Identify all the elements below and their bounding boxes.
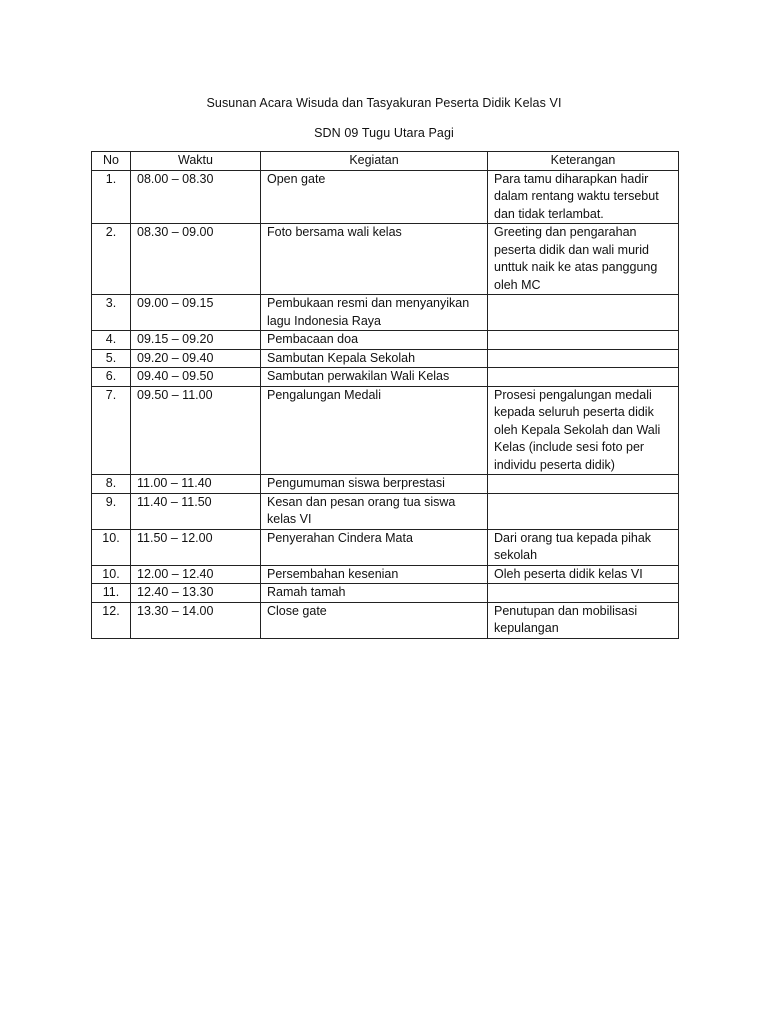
row-no: 12. xyxy=(92,602,131,638)
row-waktu: 08.00 – 08.30 xyxy=(131,170,261,224)
row-keterangan xyxy=(488,493,679,529)
table-row xyxy=(92,295,679,331)
table-row xyxy=(92,565,679,584)
row-waktu: 12.40 – 13.30 xyxy=(131,584,261,603)
row-waktu: 09.00 – 09.15 xyxy=(131,295,261,331)
table-row xyxy=(92,224,679,295)
row-keterangan: Prosesi pengalungan medali kepada seluruh peserta didik oleh Kepala Sekolah dan Wali Kelas (include sesi foto per individu peserta didik) xyxy=(488,386,679,475)
row-kegiatan: Kesan dan pesan orang tua siswa kelas VI xyxy=(261,493,488,529)
row-no: 11. xyxy=(92,584,131,603)
row-kegiatan: Penyerahan Cindera Mata xyxy=(261,529,488,565)
header-waktu: Waktu xyxy=(131,152,261,171)
row-keterangan: Penutupan dan mobilisasi kepulangan xyxy=(488,602,679,638)
row-keterangan xyxy=(488,295,679,331)
row-waktu: 09.20 – 09.40 xyxy=(131,349,261,368)
row-no: 9. xyxy=(92,493,131,529)
row-kegiatan: Pengumuman siswa berprestasi xyxy=(261,475,488,494)
row-no: 10. xyxy=(92,529,131,565)
table-row xyxy=(92,368,679,387)
row-waktu: 11.40 – 11.50 xyxy=(131,493,261,529)
row-no: 2. xyxy=(92,224,131,295)
row-waktu: 09.15 – 09.20 xyxy=(131,331,261,350)
row-keterangan xyxy=(488,368,679,387)
row-keterangan xyxy=(488,475,679,494)
row-no: 6. xyxy=(92,368,131,387)
row-keterangan: Dari orang tua kepada pihak sekolah xyxy=(488,529,679,565)
table-row xyxy=(92,584,679,603)
row-waktu: 12.00 – 12.40 xyxy=(131,565,261,584)
row-no: 1. xyxy=(92,170,131,224)
table-row xyxy=(92,493,679,529)
header-keterangan: Keterangan xyxy=(488,152,679,171)
row-kegiatan: Pembukaan resmi dan menyanyikan lagu Indonesia Raya xyxy=(261,295,488,331)
row-no: 8. xyxy=(92,475,131,494)
row-keterangan xyxy=(488,349,679,368)
table-row xyxy=(92,475,679,494)
schedule-table xyxy=(91,151,679,639)
table-header-row xyxy=(92,152,679,171)
row-kegiatan: Persembahan kesenian xyxy=(261,565,488,584)
row-kegiatan: Ramah tamah xyxy=(261,584,488,603)
row-keterangan xyxy=(488,331,679,350)
row-waktu: 11.00 – 11.40 xyxy=(131,475,261,494)
row-keterangan: Para tamu diharapkan hadir dalam rentang waktu tersebut dan tidak terlambat. xyxy=(488,170,679,224)
row-no: 3. xyxy=(92,295,131,331)
table-row xyxy=(92,529,679,565)
row-keterangan xyxy=(488,584,679,603)
row-kegiatan: Pembacaan doa xyxy=(261,331,488,350)
row-kegiatan: Close gate xyxy=(261,602,488,638)
row-keterangan: Oleh peserta didik kelas VI xyxy=(488,565,679,584)
row-waktu: 11.50 – 12.00 xyxy=(131,529,261,565)
row-kegiatan: Pengalungan Medali xyxy=(261,386,488,475)
row-keterangan: Greeting dan pengarahan peserta didik dan wali murid unttuk naik ke atas panggung oleh MC xyxy=(488,224,679,295)
school-name: SDN 09 Tugu Utara Pagi xyxy=(314,126,454,140)
table-row xyxy=(92,349,679,368)
table-row xyxy=(92,602,679,638)
table-row xyxy=(92,331,679,350)
row-kegiatan: Sambutan Kepala Sekolah xyxy=(261,349,488,368)
row-kegiatan: Foto bersama wali kelas xyxy=(261,224,488,295)
table-row xyxy=(92,170,679,224)
row-waktu: 08.30 – 09.00 xyxy=(131,224,261,295)
header-no: No xyxy=(92,152,131,171)
row-kegiatan: Sambutan perwakilan Wali Kelas xyxy=(261,368,488,387)
row-waktu: 09.50 – 11.00 xyxy=(131,386,261,475)
document-title: Susunan Acara Wisuda dan Tasyakuran Peserta Didik Kelas VI xyxy=(206,96,562,110)
row-waktu: 09.40 – 09.50 xyxy=(131,368,261,387)
header-kegiatan: Kegiatan xyxy=(261,152,488,171)
row-no: 7. xyxy=(92,386,131,475)
row-no: 5. xyxy=(92,349,131,368)
row-no: 4. xyxy=(92,331,131,350)
row-no: 10. xyxy=(92,565,131,584)
row-kegiatan: Open gate xyxy=(261,170,488,224)
row-waktu: 13.30 – 14.00 xyxy=(131,602,261,638)
table-row xyxy=(92,386,679,475)
